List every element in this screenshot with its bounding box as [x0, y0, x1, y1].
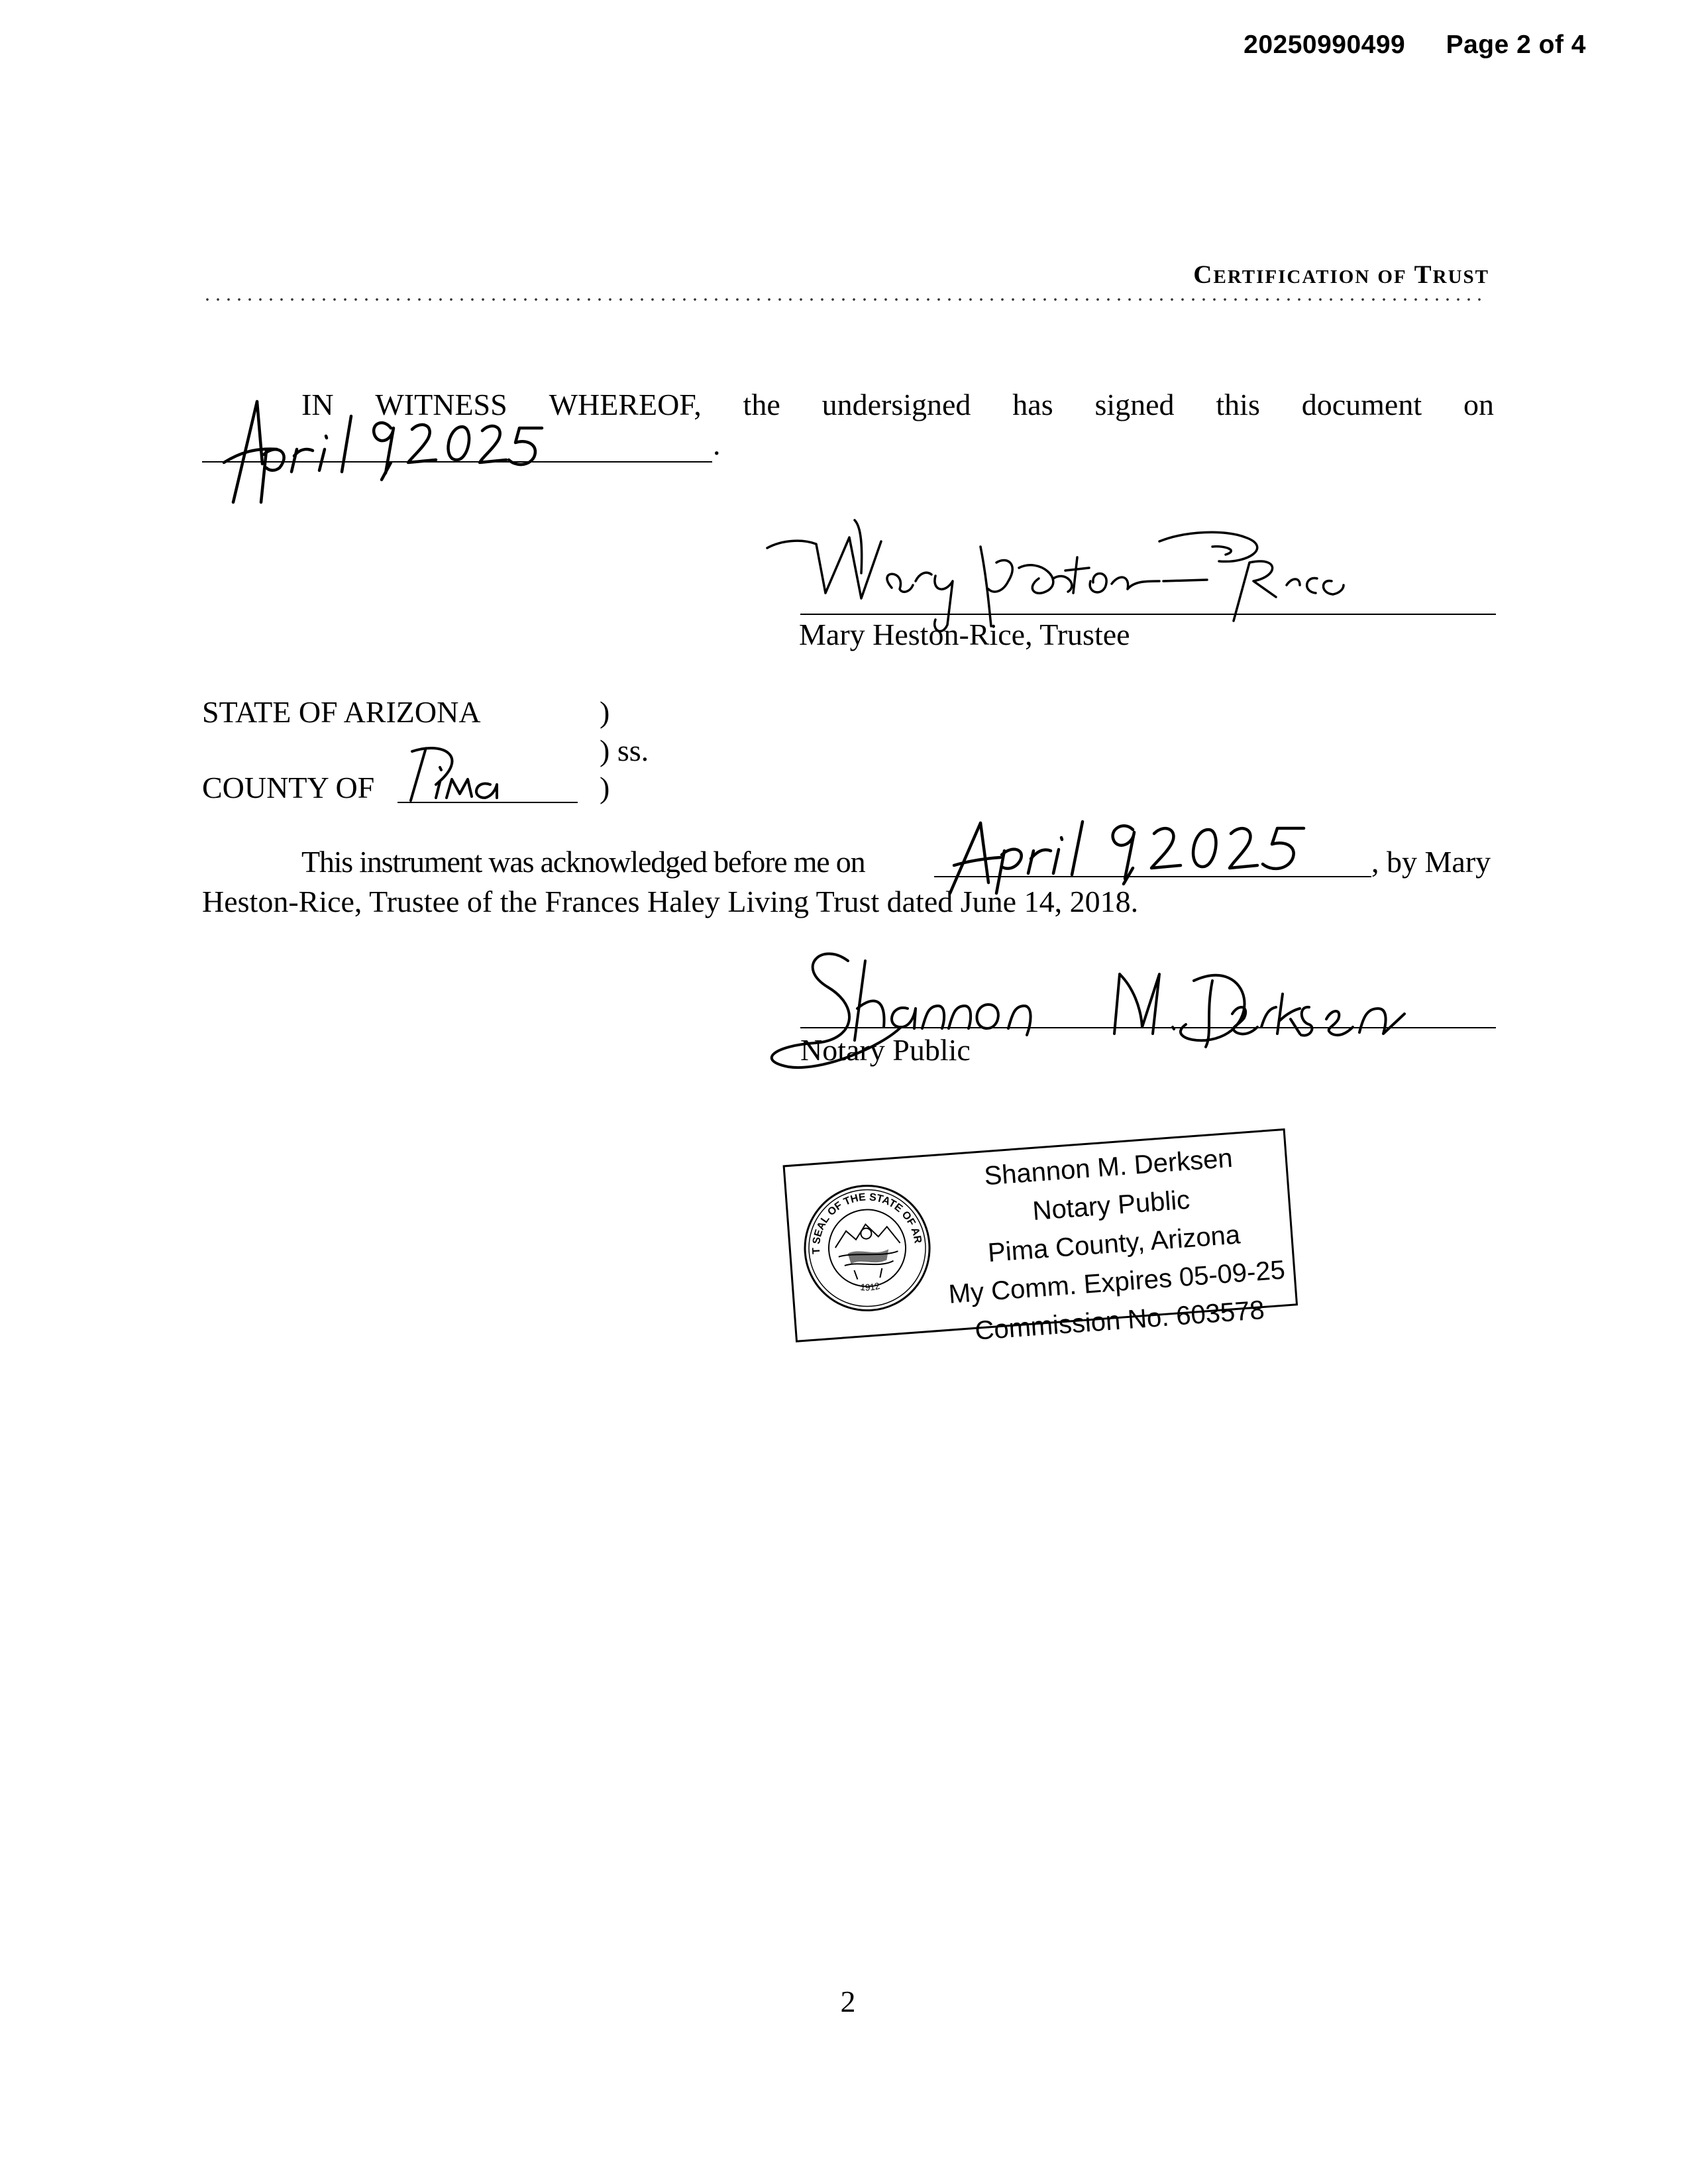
recording-number: 20250990499	[1244, 30, 1406, 59]
stamp-line: Pima County, Arizona	[986, 1220, 1242, 1268]
witness-word: IN	[301, 388, 334, 421]
witness-handwritten-date	[192, 390, 537, 509]
stamp-text-block	[935, 1136, 1293, 1352]
county-label: COUNTY OF	[202, 771, 375, 804]
dotted-rule	[202, 298, 1489, 301]
ack-text-after: , by Mary	[1371, 845, 1491, 879]
page-number: 2	[840, 1985, 856, 2018]
ack-text-before: This instrument was acknowledged before me on	[301, 845, 865, 879]
seal-ring-text: GREAT SEAL OF THE STATE OF ARIZONA	[796, 1177, 924, 1255]
state-seal-icon	[796, 1177, 938, 1322]
ack-line-2: Heston-Rice, Trustee of the Frances Haley Living Trust dated June 14, 2018.	[202, 885, 1139, 918]
witness-word: WITNESS	[375, 388, 507, 421]
state-label: STATE OF ARIZONA	[202, 695, 481, 729]
stamp-line: My Comm. Expires 05-09-25	[947, 1255, 1287, 1309]
trustee-caption: Mary Heston-Rice, Trustee	[799, 618, 1130, 651]
witness-word: the	[743, 388, 780, 421]
page-indicator: Page 2 of 4	[1446, 30, 1586, 59]
witness-period: .	[713, 427, 721, 461]
county-handwritten	[398, 737, 530, 806]
stamp-line: Notary Public	[1032, 1185, 1191, 1227]
title-small-caps: CERTIFICATION OF TRUST	[1193, 260, 1489, 289]
seal-year-text: 1912	[859, 1280, 881, 1293]
witness-word: this	[1216, 388, 1260, 421]
stamp-line: Commission No. 603578	[974, 1295, 1266, 1346]
witness-word: WHEREOF,	[549, 388, 702, 421]
witness-word: has	[1012, 388, 1053, 421]
witness-word: undersigned	[822, 388, 971, 421]
witness-word: document	[1301, 388, 1422, 421]
notary-stamp	[781, 1101, 1306, 1363]
venue-paren-open: )	[600, 695, 610, 729]
recording-header	[1244, 30, 1586, 60]
witness-word: signed	[1094, 388, 1175, 421]
venue-ss: ) ss.	[600, 734, 649, 767]
notary-caption: Notary Public	[800, 1033, 971, 1067]
venue-paren-close: )	[600, 771, 610, 804]
document-title-line	[1193, 260, 1489, 290]
stamp-line: Shannon M. Derksen	[983, 1143, 1234, 1191]
witness-word: on	[1463, 388, 1494, 421]
